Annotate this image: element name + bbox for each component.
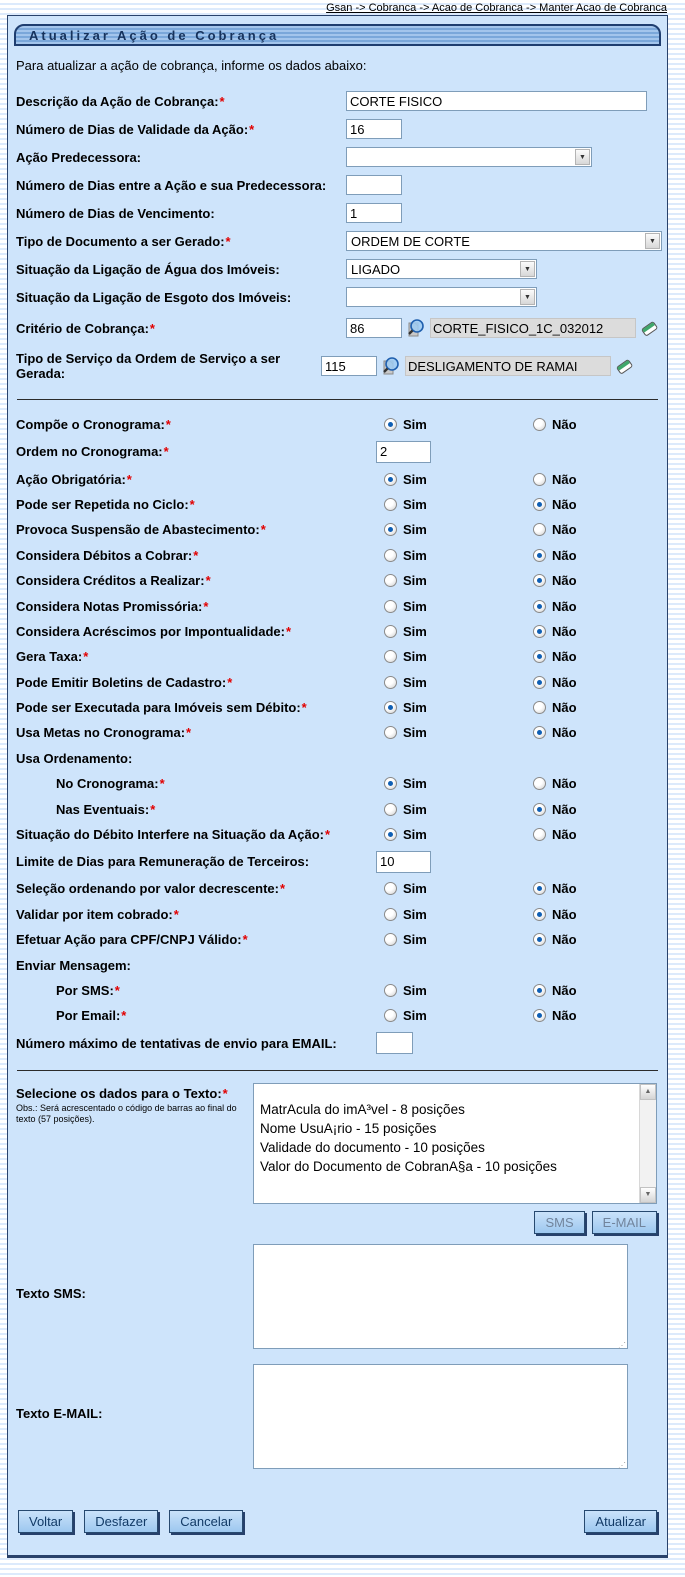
- radio-label: Sim: [403, 496, 427, 512]
- field-label: Enviar Mensagem:: [16, 957, 131, 973]
- field-label: Número máximo de tentativas de envio para EMAIL:: [16, 1035, 337, 1051]
- radio-sim-button[interactable]: [384, 549, 397, 562]
- radio-label: Não: [552, 417, 577, 433]
- form-row: [8, 199, 667, 227]
- field-label: Número de Dias de Vencimento:: [16, 205, 215, 221]
- field-label: Número de Dias de Validade da Ação:*: [16, 121, 255, 137]
- radio-sim-button[interactable]: [384, 908, 397, 921]
- radio-label: Não: [552, 623, 577, 639]
- radio-label: Sim: [403, 522, 427, 538]
- field-label: Por SMS:*: [56, 983, 120, 998]
- radio-label: Sim: [403, 598, 427, 614]
- radio-label: Não: [552, 776, 577, 792]
- form-row: [8, 543, 667, 568]
- radio-sim-button[interactable]: [384, 523, 397, 536]
- field-label: Pode Emitir Boletins de Cadastro:*: [16, 674, 233, 690]
- radio-label: Não: [552, 983, 577, 998]
- form-row: [8, 227, 667, 255]
- field-label: Texto SMS:: [16, 1285, 86, 1301]
- form-row: [8, 876, 667, 901]
- radio-label: Não: [552, 522, 577, 538]
- radio-sim-button[interactable]: [384, 701, 397, 714]
- radio-label: Sim: [403, 547, 427, 563]
- search-icon[interactable]: [380, 355, 402, 377]
- radio-nao-button[interactable]: [533, 803, 546, 816]
- field-label: Descrição da Ação de Cobrança:*: [16, 93, 225, 109]
- radio-nao-button[interactable]: [533, 828, 546, 841]
- field-label: Efetuar Ação para CPF/CNPJ Válido:*: [16, 932, 248, 948]
- radio-nao-button[interactable]: [533, 600, 546, 613]
- criterio-descricao-field: CORTE_FISICO_1C_032012: [430, 318, 636, 338]
- search-icon[interactable]: [405, 317, 427, 339]
- radio-label: Não: [552, 1008, 577, 1024]
- radio-label: Sim: [403, 1008, 427, 1024]
- radio-label: Não: [552, 827, 577, 843]
- radio-nao-button[interactable]: [533, 625, 546, 638]
- acao-predecessora-select[interactable]: [346, 147, 592, 167]
- radio-label: Não: [552, 801, 577, 817]
- scroll-up-icon[interactable]: ▲: [640, 1084, 656, 1100]
- form-row: [8, 644, 667, 669]
- atualizar-button[interactable]: Atualizar: [584, 1510, 657, 1533]
- text-input[interactable]: [376, 851, 431, 873]
- radio-sim-button[interactable]: [384, 625, 397, 638]
- text-data-options: [254, 1084, 656, 1176]
- radio-sim-button[interactable]: [384, 574, 397, 587]
- chevron-down-icon: ▼: [520, 289, 535, 305]
- radio-sim-button[interactable]: [384, 473, 397, 486]
- tipo-servico-codigo-input[interactable]: [321, 356, 377, 376]
- form-row: [8, 311, 667, 345]
- radio-label: Não: [552, 649, 577, 665]
- form-row: [8, 143, 667, 171]
- texto-email-textarea[interactable]: [253, 1364, 628, 1469]
- action-bar: [8, 1510, 667, 1533]
- radio-label: Sim: [403, 906, 427, 922]
- radio-nao-button[interactable]: [533, 574, 546, 587]
- list-option[interactable]: Nome UsuA¡rio - 15 posições: [260, 1120, 437, 1136]
- radio-label: Não: [552, 598, 577, 614]
- field-label: Nas Eventuais:*: [56, 801, 156, 817]
- tipo-servico-descricao-field: DESLIGAMENTO DE RAMAI: [405, 356, 611, 376]
- form-row: [8, 952, 667, 977]
- cancelar-button[interactable]: Cancelar: [169, 1510, 243, 1533]
- radio-sim-button[interactable]: [384, 726, 397, 739]
- desfazer-button[interactable]: Desfazer: [84, 1510, 158, 1533]
- field-label: Pode ser Repetida no Ciclo:*: [16, 496, 195, 512]
- texto-sms-row: [8, 1244, 667, 1354]
- radio-label: Não: [552, 932, 577, 948]
- eraser-icon[interactable]: [614, 356, 634, 376]
- dias-predecessora-input[interactable]: [346, 175, 402, 195]
- radio-nao-button[interactable]: [533, 777, 546, 790]
- situacao-agua-select[interactable]: LIGADO ▼: [346, 259, 537, 279]
- radio-nao-button[interactable]: [533, 498, 546, 511]
- field-label: Ordem no Cronograma:*: [16, 444, 169, 460]
- dias-vencimento-input[interactable]: [346, 203, 402, 223]
- radio-sim-button[interactable]: [384, 1009, 397, 1022]
- field-label: Ação Predecessora:: [16, 149, 142, 165]
- radio-nao-button[interactable]: [533, 882, 546, 895]
- radio-nao-button[interactable]: [533, 984, 546, 997]
- field-label: Limite de Dias para Remuneração de Terceiros:: [16, 854, 310, 870]
- chevron-down-icon: ▼: [645, 233, 660, 249]
- text-input[interactable]: [376, 441, 431, 463]
- voltar-button[interactable]: Voltar: [18, 1510, 73, 1533]
- form-row: [8, 283, 667, 311]
- form-row: [8, 902, 667, 927]
- field-label: Situação do Débito Interfere na Situação da Ação:*: [16, 827, 331, 843]
- note-text: Obs.: Será acrescentado o código de barras ao final do texto (57 posições).: [16, 1102, 237, 1124]
- field-label: Considera Notas Promissória:*: [16, 598, 209, 614]
- form-row: [8, 771, 667, 796]
- field-label: Número de Dias entre a Ação e sua Predecessora:: [16, 177, 327, 193]
- form-row: [8, 492, 667, 517]
- field-label: Considera Créditos a Realizar:*: [16, 573, 211, 589]
- field-label: Seleção ordenando por valor decrescente:*: [16, 881, 286, 897]
- radio-sim-button[interactable]: [384, 650, 397, 663]
- radio-label: Sim: [403, 827, 427, 843]
- radio-sim-button[interactable]: [384, 828, 397, 841]
- radio-label: Não: [552, 674, 577, 690]
- field-label: Tipo de Serviço da Ordem de Serviço a ser Gerada:: [16, 351, 281, 381]
- chevron-down-icon: ▼: [575, 149, 590, 165]
- breadcrumb[interactable]: Gsan -> Cobranca -> Acao de Cobranca -> Manter Acao de Cobranca: [326, 2, 667, 14]
- radio-nao-button[interactable]: [533, 418, 546, 431]
- radio-label: Não: [552, 906, 577, 922]
- field-label: Pode ser Executada para Imóveis sem Débito:*: [16, 700, 307, 716]
- radio-sim-button[interactable]: [384, 600, 397, 613]
- form-row: [8, 345, 667, 387]
- form-row: [8, 255, 667, 283]
- radio-nao-button[interactable]: [533, 726, 546, 739]
- field-label: Critério de Cobrança:*: [16, 320, 155, 336]
- scrollbar[interactable]: [639, 1084, 656, 1203]
- form-row: [8, 466, 667, 491]
- main-panel: [7, 15, 668, 1558]
- tipo-documento-select[interactable]: ORDEM DE CORTE ▼: [346, 231, 662, 251]
- radio-sim-button[interactable]: [384, 777, 397, 790]
- email-button[interactable]: E-MAIL: [592, 1211, 657, 1234]
- situacao-esgoto-select[interactable]: [346, 287, 537, 307]
- radio-nao-button[interactable]: [533, 933, 546, 946]
- radio-label: Sim: [403, 623, 427, 639]
- eraser-icon[interactable]: [639, 318, 659, 338]
- radio-label: Sim: [403, 983, 427, 998]
- radio-label: Não: [552, 725, 577, 741]
- radio-nao-button[interactable]: [533, 676, 546, 689]
- list-option[interactable]: MatrAcula do imA³vel - 8 posições: [260, 1101, 465, 1117]
- field-label: Gera Taxa:*: [16, 649, 89, 665]
- form-row: [8, 695, 667, 720]
- field-label: Validar por item cobrado:*: [16, 906, 179, 922]
- field-label: Situação da Ligação de Água dos Imóveis:: [16, 261, 280, 277]
- radio-label: Não: [552, 881, 577, 897]
- criterio-codigo-input[interactable]: [346, 318, 402, 338]
- field-label: Tipo de Documento a ser Gerado:*: [16, 233, 231, 249]
- radio-nao-button[interactable]: [533, 1009, 546, 1022]
- radio-label: Sim: [403, 649, 427, 665]
- radio-label: Sim: [403, 932, 427, 948]
- resize-grip-icon[interactable]: ⋰: [618, 1340, 625, 1350]
- form-row: [8, 746, 667, 771]
- field-label: Ação Obrigatória:*: [16, 471, 132, 487]
- dias-validade-input[interactable]: [346, 119, 402, 139]
- text-data-listbox[interactable]: [253, 1083, 657, 1204]
- list-option[interactable]: Valor do Documento de CobranA§a - 10 posições: [260, 1158, 557, 1174]
- field-label: Considera Acréscimos por Impontualidade:*: [16, 623, 292, 639]
- divider: [17, 1070, 658, 1071]
- text-input[interactable]: [376, 1032, 413, 1054]
- radio-nao-button[interactable]: [533, 908, 546, 921]
- sms-button[interactable]: SMS: [534, 1211, 584, 1234]
- radio-label: Não: [552, 547, 577, 563]
- resize-grip-icon[interactable]: ⋰: [618, 1460, 625, 1470]
- radio-sim-button[interactable]: [384, 984, 397, 997]
- field-label: Por Email:*: [56, 1008, 127, 1024]
- text-data-section: [8, 1083, 667, 1204]
- field-label: Provoca Suspensão de Abastecimento:*: [16, 522, 266, 538]
- radio-label: Sim: [403, 801, 427, 817]
- field-label: Selecione os dados para o Texto:* Obs.: Será acrescentado o código de barras ao final do texto (57 posições).: [16, 1083, 253, 1204]
- form-row: [8, 593, 667, 618]
- field-label: Usa Metas no Cronograma:*: [16, 725, 192, 741]
- radio-sim-button[interactable]: [384, 498, 397, 511]
- radio-nao-button[interactable]: [533, 701, 546, 714]
- radio-sim-button[interactable]: [384, 676, 397, 689]
- form-row: [8, 87, 667, 115]
- field-label: Texto E-MAIL:: [16, 1405, 103, 1421]
- field-label: No Cronograma:*: [56, 776, 165, 792]
- radio-label: Sim: [403, 471, 427, 487]
- radio-sim-button[interactable]: [384, 933, 397, 946]
- radio-label: Sim: [403, 725, 427, 741]
- form-row: [8, 412, 667, 437]
- divider: [17, 399, 658, 400]
- form-row: [8, 670, 667, 695]
- field-label: Usa Ordenamento:: [16, 750, 133, 766]
- form-row: [8, 847, 667, 876]
- form-row: [8, 517, 667, 542]
- form-row: [8, 1029, 667, 1058]
- form-row: [8, 619, 667, 644]
- radio-nao-button[interactable]: [533, 650, 546, 663]
- radio-label: Sim: [403, 573, 427, 589]
- descricao-input[interactable]: [346, 91, 647, 111]
- form-row: [8, 171, 667, 199]
- radio-label: Sim: [403, 776, 427, 792]
- radio-sim-button[interactable]: [384, 882, 397, 895]
- form-row: [8, 720, 667, 745]
- form-row: [8, 927, 667, 952]
- radio-nao-button[interactable]: [533, 473, 546, 486]
- field-label: Compõe o Cronograma:*: [16, 417, 171, 433]
- intro-text: Para atualizar a ação de cobrança, informe os dados abaixo:: [16, 58, 367, 73]
- radio-sim-button[interactable]: [384, 803, 397, 816]
- radio-nao-button[interactable]: [533, 523, 546, 536]
- radio-label: Sim: [403, 674, 427, 690]
- field-label: Considera Débitos a Cobrar:*: [16, 547, 199, 563]
- radio-label: Não: [552, 471, 577, 487]
- form-row: [8, 796, 667, 821]
- texto-email-row: [8, 1364, 667, 1474]
- field-label: Situação da Ligação de Esgoto dos Imóveis:: [16, 289, 292, 305]
- form-row: [8, 1003, 667, 1028]
- form-row: [8, 822, 667, 847]
- radio-label: Sim: [403, 700, 427, 716]
- chevron-down-icon: ▼: [520, 261, 535, 277]
- scroll-down-icon[interactable]: ▼: [640, 1187, 656, 1203]
- page-title: Atualizar Ação de Cobrança: [14, 24, 661, 46]
- toggle-rows: [8, 412, 667, 1058]
- form-row: [8, 437, 667, 466]
- radio-label: Sim: [403, 417, 427, 433]
- form-row: [8, 978, 667, 1003]
- form-row: [8, 568, 667, 593]
- radio-label: Sim: [403, 881, 427, 897]
- texto-sms-textarea[interactable]: [253, 1244, 628, 1349]
- form-row: [8, 115, 667, 143]
- radio-label: Não: [552, 573, 577, 589]
- radio-sim-button[interactable]: [384, 418, 397, 431]
- radio-nao-button[interactable]: [533, 549, 546, 562]
- radio-label: Não: [552, 700, 577, 716]
- radio-label: Não: [552, 496, 577, 512]
- list-option[interactable]: Validade do documento - 10 posições: [260, 1139, 485, 1155]
